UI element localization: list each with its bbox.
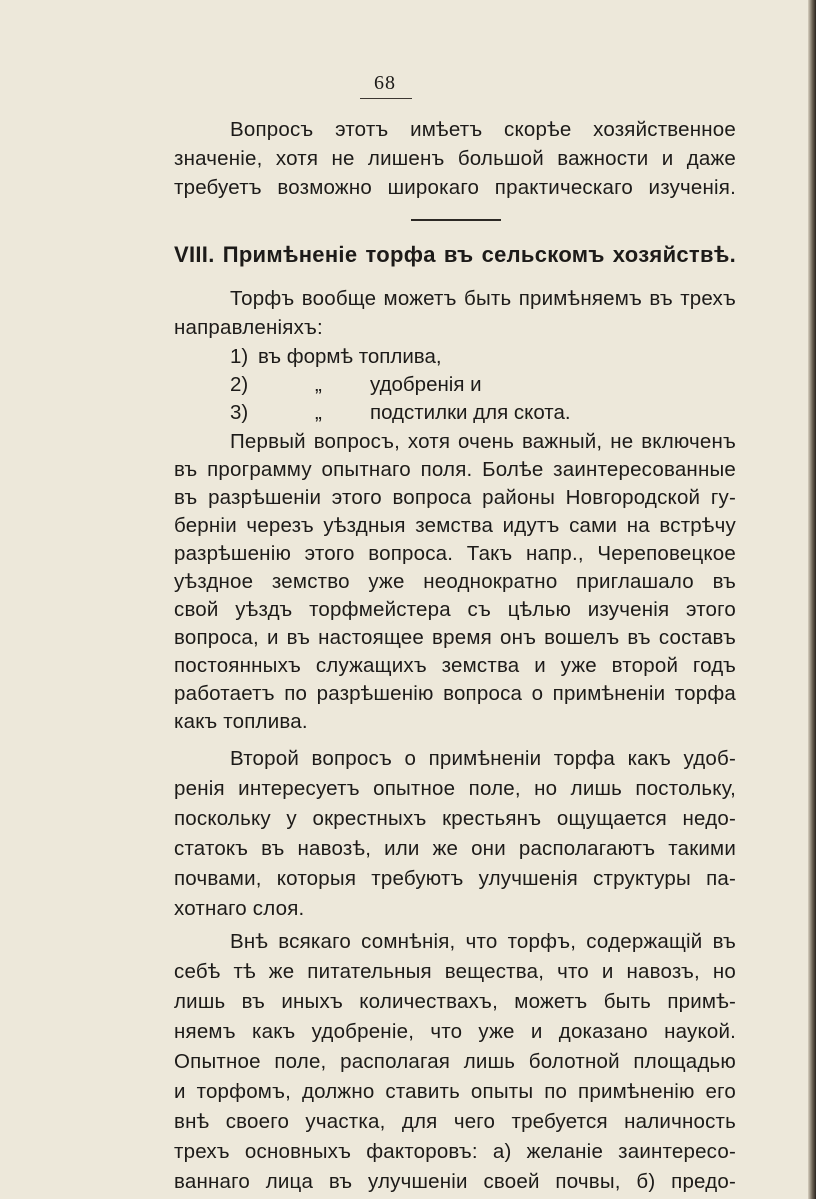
intro-line: значеніе, хотя не лишенъ большой важности и даже — [174, 147, 736, 170]
paragraph-line: въ разрѣшеніи этого вопроса районы Новгородской гу- — [174, 486, 736, 509]
ditto-mark: „ — [315, 373, 322, 396]
section-divider — [411, 219, 501, 221]
paragraph-line: Первый вопросъ, хотя очень важный, не включенъ — [230, 430, 736, 453]
paragraph-line: Внѣ всякаго сомнѣнія, что торфъ, содержащій въ — [230, 930, 736, 953]
paragraph-line: почвами, которыя требуютъ улучшенія структуры па- — [174, 867, 736, 890]
page-edge-shadow — [808, 0, 816, 1199]
page-number: 68 — [374, 72, 396, 94]
paragraph-line: ваннаго лица въ улучшеніи своей почвы, б) предо- — [174, 1170, 736, 1193]
paragraph-line: хотнаго слоя. — [174, 897, 305, 920]
paragraph-line: въ программу опытнаго поля. Болѣе заинтересованные — [174, 458, 736, 481]
intro-line: Вопросъ этотъ имѣетъ скорѣе хозяйственное — [230, 118, 736, 141]
paragraph-line: няемъ какъ удобреніе, что уже и доказано наукой. — [174, 1020, 736, 1043]
paragraph-line: берніи черезъ уѣздныя земства идутъ сами на встрѣчу — [174, 514, 736, 537]
paragraph-line: и торфомъ, должно ставить опыты по примѣненію его — [174, 1080, 736, 1103]
page-number-rule — [360, 98, 412, 99]
paragraph-line: ренія интересуетъ опытное поле, но лишь постольку, — [174, 777, 736, 800]
paragraph-line: поскольку у окрестныхъ крестьянъ ощущается недо- — [174, 807, 736, 830]
paragraph-line: разрѣшенію этого вопроса. Такъ напр., Череповецкое — [174, 542, 736, 565]
list-text: подстилки для скота. — [370, 401, 571, 424]
paragraph-line: постоянныхъ служащихъ земства и уже второй годъ — [174, 654, 736, 677]
paragraph-line: уѣздное земство уже неоднократно приглашало въ — [174, 570, 736, 593]
paragraph-line: себѣ тѣ же питательныя вещества, что и навозъ, но — [174, 960, 736, 983]
paragraph-line: Торфъ вообще можетъ быть примѣняемъ въ трехъ — [230, 287, 736, 310]
paragraph-line: статокъ въ навозѣ, или же они располагаютъ такими — [174, 837, 736, 860]
paragraph-line: лишь въ иныхъ количествахъ, можетъ быть примѣ- — [174, 990, 736, 1013]
list-number: 2) — [230, 373, 249, 396]
paragraph-line: Второй вопросъ о примѣненіи торфа какъ удоб- — [230, 747, 736, 770]
paragraph-line: вопроса, и въ настоящее время онъ вошелъ въ составъ — [174, 626, 736, 649]
paragraph-line: внѣ своего участка, для чего требуется наличность — [174, 1110, 736, 1133]
paragraph-line: трехъ основныхъ факторовъ: а) желаніе заинтересо- — [174, 1140, 736, 1163]
list-text: удобренія и — [370, 373, 482, 396]
paragraph-line: свой уѣздъ торфмейстера съ цѣлью изученія этого — [174, 598, 736, 621]
list-text: въ формѣ топлива, — [258, 345, 442, 368]
section-heading: VIII. Примѣненіе торфа въ сельскомъ хозяйствѣ. — [174, 242, 736, 267]
paragraph-line: какъ топлива. — [174, 710, 308, 733]
paragraph-line: Опытное поле, располагая лишь болотной площадью — [174, 1050, 736, 1073]
list-number: 1) — [230, 345, 249, 368]
ditto-mark: „ — [315, 401, 322, 424]
intro-line: требуетъ возможно широкаго практическаго изученія. — [174, 176, 736, 199]
paragraph-line: работаетъ по разрѣшенію вопроса о примѣненіи торфа — [174, 682, 736, 705]
list-number: 3) — [230, 401, 249, 424]
paragraph-line: направленіяхъ: — [174, 316, 323, 339]
